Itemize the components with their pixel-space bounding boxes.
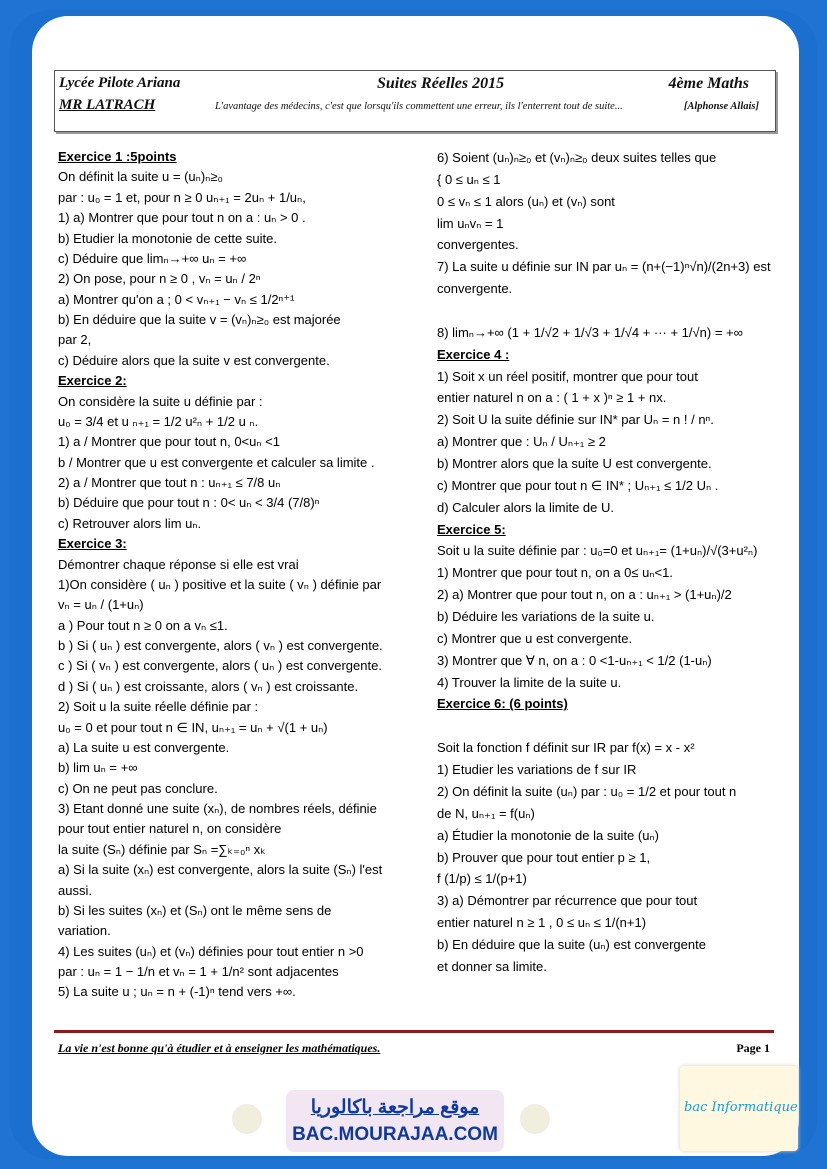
- text-line: aussi.: [58, 882, 92, 898]
- text-line: b) En déduire que la suite v = (vₙ)ₙ≥₀ est majorée: [58, 312, 341, 327]
- text-line: 1) Soit x un réel positif, montrer que pour tout: [437, 368, 698, 384]
- text-line: 2) Soit U la suite définie sur IN* par Uₙ = n ! / nⁿ.: [437, 412, 714, 428]
- text-line: 2) On définit la suite (uₙ) par : u₀ = 1/2 et pour tout n: [437, 783, 737, 799]
- text-line: a) La suite u est convergente.: [58, 739, 230, 755]
- logo-icon: [232, 1104, 262, 1134]
- text-line: c) Montrer que u est convergente.: [437, 630, 633, 646]
- text-line: c) Montrer que pour tout n ∈ IN* ; Uₙ₊₁ ≤ 1/2 Uₙ .: [437, 477, 719, 493]
- text-line: [437, 300, 777, 322]
- text-line: a ) Pour tout n ≥ 0 on a vₙ ≤1.: [58, 617, 228, 633]
- text-line: b) lim uₙ = +∞: [58, 760, 138, 776]
- text-line: { 0 ≤ uₙ ≤ 1: [437, 171, 501, 187]
- exercise-heading: Exercice 5:: [437, 521, 506, 537]
- text-line: u₀ = 3/4 et u ₙ₊₁ = 1/2 u²ₙ + 1/2 u ₙ.: [58, 413, 259, 429]
- right-column: [437, 147, 777, 978]
- text-line: 7) La suite u définie sur IN par uₙ = (n+(−1)ⁿ√n)/(2n+3) est: [437, 259, 771, 275]
- text-line: d) Calculer alors la limite de U.: [437, 499, 615, 515]
- text-line: lim uₙvₙ = 1: [437, 215, 504, 231]
- text-line: 8) limₙ→+∞ (1 + 1/√2 + 1/√3 + 1/√4 + ··· + 1/√n) = +∞: [437, 324, 743, 340]
- text-line: b) Déduire que pour tout n : 0< uₙ < 3/4 (7/8)ⁿ: [58, 495, 320, 511]
- text-line: 1) Montrer que pour tout n, on a 0≤ uₙ<1.: [437, 565, 673, 581]
- footer: [54, 1030, 774, 1055]
- text-line: 2) a / Montrer que tout n : uₙ₊₁ ≤ 7/8 uₙ: [58, 475, 281, 490]
- text-line: Démontrer chaque réponse si elle est vrai: [58, 556, 299, 572]
- text-line: par 2,: [58, 332, 92, 348]
- exercise-heading: Exercice 2:: [58, 373, 127, 389]
- text-line: 3) Montrer que ∀ n, on a : 0 <1-uₙ₊₁ < 1/2 (1-uₙ): [437, 652, 712, 668]
- text-line: convergentes.: [437, 237, 519, 253]
- exercise-heading: Exercice 4 :: [437, 346, 510, 362]
- text-line: b ) Si ( uₙ ) est convergente, alors ( vₙ ) est convergente.: [58, 638, 383, 653]
- text-line: 6) Soient (uₙ)ₙ≥₀ et (vₙ)ₙ≥₀ deux suites telles que: [437, 150, 717, 165]
- left-column: [58, 147, 430, 1003]
- quote: L'avantage des médecins, c'est que lorsqu'ils commettent une erreur, ils l'enterrent tout de suite...: [215, 101, 623, 112]
- text-line: b) Etudier la monotonie de cette suite.: [58, 230, 277, 246]
- text-line: 1) a) Montrer que pour tout n on a : uₙ > 0 .: [58, 210, 306, 226]
- text-line: b) Si les suites (xₙ) et (Sₙ) ont le même sens de: [58, 902, 332, 918]
- doc-title: Suites Réelles 2015: [377, 75, 505, 92]
- text-line: b) Montrer alors que la suite U est convergente.: [437, 456, 712, 472]
- text-line: 4) Les suites (uₙ) et (vₙ) définies pour tout entier n >0: [58, 943, 364, 959]
- text-line: u₀ = 0 et pour tout n ∈ IN, uₙ₊₁ = uₙ + √(1 + uₙ): [58, 719, 328, 735]
- text-line: [437, 715, 777, 737]
- site-banner[interactable]: [286, 1090, 504, 1152]
- text-line: c) On ne peut pas conclure.: [58, 780, 218, 796]
- text-line: c) Retrouver alors lim uₙ.: [58, 515, 202, 531]
- badge-text: bac Informatique: [684, 1100, 798, 1115]
- banner-site[interactable]: BAC.MOURAJAA.COM: [292, 1124, 498, 1145]
- text-line: par : uₙ = 1 − 1/n et vₙ = 1 + 1/n² sont adjacentes: [58, 964, 339, 979]
- text-line: 2) Soit u la suite réelle définie par :: [58, 699, 259, 715]
- text-line: variation.: [58, 923, 111, 939]
- text-line: Soit u la suite définie par : u₀=0 et uₙ₊₁= (1+uₙ)/√(3+u²ₙ): [437, 543, 758, 559]
- banner-arabic: موقع مراجعة باكالوريا: [310, 1097, 480, 1118]
- text-line: 1)On considère ( uₙ ) positive et la suite ( vₙ ) définie par: [58, 576, 382, 592]
- exercise-heading: Exercice 6: (6 points): [437, 696, 568, 712]
- level: 4ème Maths: [668, 75, 749, 92]
- text-line: b) Prouver que pour tout entier p ≥ 1,: [437, 849, 651, 865]
- text-line: a) Montrer qu'on a ; 0 < vₙ₊₁ − vₙ ≤ 1/2ⁿ⁺¹: [58, 291, 295, 307]
- bac-informatique-badge: [680, 1066, 798, 1151]
- page-number: Page 1: [736, 1041, 770, 1055]
- logo-icon: [520, 1104, 550, 1134]
- text-line: 3) Etant donné une suite (xₙ), de nombres réels, définie: [58, 801, 377, 816]
- text-line: On définit la suite u = (uₙ)ₙ≥₀: [58, 169, 223, 185]
- text-line: Soit la fonction f définit sur IR par f(x) = x - x²: [437, 740, 695, 756]
- exercise-heading: Exercice 3:: [58, 536, 127, 552]
- text-line: 4) Trouver la limite de la suite u.: [437, 674, 622, 690]
- text-line: vₙ = uₙ / (1+uₙ): [58, 597, 144, 613]
- text-line: f (1/p) ≤ 1/(p+1): [437, 871, 527, 887]
- text-line: 3) a) Démontrer par récurrence que pour tout: [437, 893, 698, 909]
- text-line: c ) Si ( vₙ ) est convergente, alors ( uₙ ) est convergente.: [58, 658, 382, 674]
- text-line: 5) La suite u ; uₙ = n + (-1)ⁿ tend vers +∞.: [58, 984, 296, 1000]
- text-line: b / Montrer que u est convergente et calculer sa limite .: [58, 454, 375, 470]
- exercise-heading: Exercice 1 :5points: [58, 149, 177, 164]
- text-line: On considère la suite u définie par :: [58, 393, 263, 409]
- text-line: 1) a / Montrer que pour tout n, 0<uₙ <1: [58, 434, 280, 450]
- text-line: et donner sa limite.: [437, 958, 547, 974]
- text-line: b) Déduire les variations de la suite u.: [437, 609, 655, 625]
- text-line: de N, uₙ₊₁ = f(uₙ): [437, 805, 535, 821]
- school-name: Lycée Pilote Ariana: [59, 75, 181, 91]
- text-line: d ) Si ( uₙ ) est croissante, alors ( vₙ ) est croissante.: [58, 678, 359, 694]
- text-line: 1) Etudier les variations de f sur IR: [437, 762, 637, 778]
- text-line: c) Déduire alors que la suite v est convergente.: [58, 352, 330, 368]
- text-line: la suite (Sₙ) définie par Sₙ =∑ₖ₌₀ⁿ xₖ: [58, 841, 266, 857]
- text-line: c) Déduire que limₙ→+∞ uₙ = +∞: [58, 250, 247, 266]
- quote-author: [Alphonse Allais]: [683, 101, 759, 112]
- text-line: entier naturel n on a : ( 1 + x )ⁿ ≥ 1 + nx.: [437, 390, 667, 406]
- text-line: a) Si la suite (xₙ) est convergente, alors la suite (Sₙ) l'est: [58, 862, 383, 878]
- teacher-name: MR LATRACH: [59, 97, 156, 113]
- text-line: a) Étudier la monotonie de la suite (uₙ): [437, 827, 659, 843]
- text-line: entier naturel n ≥ 1 , 0 ≤ uₙ ≤ 1/(n+1): [437, 915, 647, 931]
- text-line: b) En déduire que la suite (uₙ) est convergente: [437, 936, 706, 952]
- text-line: a) Montrer que : Uₙ / Uₙ₊₁ ≥ 2: [437, 434, 606, 450]
- text-line: pour tout entier naturel n, on considère: [58, 821, 282, 837]
- text-line: 0 ≤ vₙ ≤ 1 alors (uₙ) et (vₙ) sont: [437, 193, 615, 209]
- text-line: 2) On pose, pour n ≥ 0 , vₙ = uₙ / 2ⁿ: [58, 271, 261, 287]
- text-line: par : u₀ = 1 et, pour n ≥ 0 uₙ₊₁ = 2uₙ + 1/uₙ,: [58, 189, 306, 205]
- text-line: convergente.: [437, 281, 513, 297]
- header-box: [54, 70, 776, 132]
- text-line: 2) a) Montrer que pour tout n, on a : uₙ₊₁ > (1+uₙ)/2: [437, 587, 732, 603]
- footer-motto: La vie n'est bonne qu'à étudier et à enseigner les mathématiques.: [58, 1041, 381, 1055]
